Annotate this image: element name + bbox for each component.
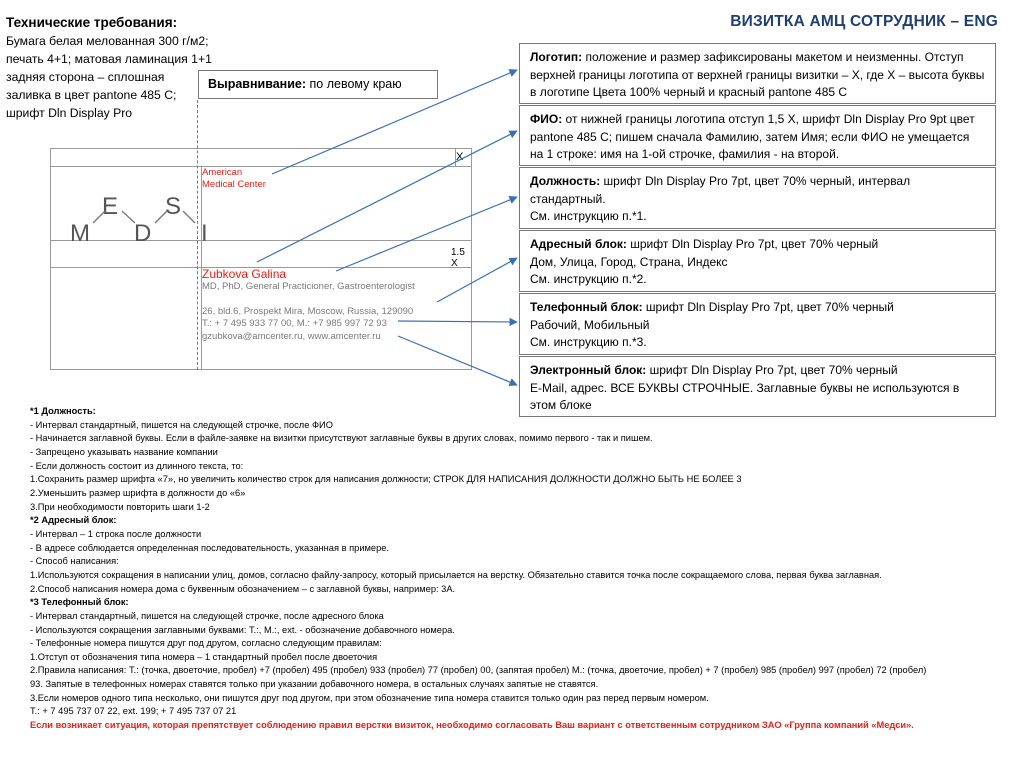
card-phones: T.: + 7 495 933 77 00, M.: +7 985 997 72 93 [202, 318, 387, 329]
alignment-label: Выравнивание: [208, 77, 307, 91]
card-email: gzubkova@amcenter.ru, www.amcenter.ru [202, 331, 381, 342]
note-line: 1.Сохранить размер шрифта «7», но увеличить количество строк для написания должности; СТРОК ДЛЯ НАПИСАНИЯ ДОЛЖНОСТИ ДОЛЖНО БЫТЬ НЕ БОЛЕЕ 3 [30, 474, 742, 485]
note-line: 2.Способ написания номера дома с буквенным обозначением – с заглавной буквы, например: 3А. [30, 583, 456, 594]
spec-label: Логотип: [530, 50, 583, 64]
note-line: 3.При необходимости повторить шаги 1-2 [30, 501, 210, 512]
spec-line2: E-Mail, адрес. ВСЕ БУКВЫ СТРОЧНЫЕ. Заглавные буквы не используются в этом блоке [530, 380, 960, 412]
arrow-phone [398, 321, 517, 322]
x-mark: X [456, 151, 464, 163]
note-line: - Если должность состоит из длинного текста, то: [30, 460, 244, 471]
logo-letter: S [165, 193, 182, 220]
logo-letter: D [134, 220, 152, 247]
spec-extra: См. инструкцию п.*1. [530, 209, 647, 223]
card-name: Zubkova Galina [202, 267, 287, 281]
spec-line2: Рабочий, Мобильный [530, 317, 650, 332]
card-position: MD, PhD, General Practicioner, Gastroenterologist [202, 281, 415, 292]
tech-line: Бумага белая мелованная 300 г/м2; [6, 34, 209, 48]
spec-text: положение и размер зафиксированы макетом и неизменны. Отступ верхней границы логотипа от верхней границы визитки – Х, где Х – высота буквы в логотипе Цвета 100% черный и красный pantone 485 C [530, 50, 985, 99]
note-line: - Способ написания: [30, 556, 119, 567]
arrow-address [437, 258, 517, 302]
spec-label: ФИО: [530, 112, 563, 126]
spec-text: шрифт Dln Display Pro 7pt, цвет 70% черный, интервал стандартный. [530, 174, 911, 206]
note-line: 3.Если номеров одного типа несколько, они пишутся друг под другом, при этом обозначение типа номера ставится только один раз перед первым номером. [30, 692, 709, 703]
spec-text: шрифт Dln Display Pro 7pt, цвет 70% черный [646, 363, 898, 377]
note-line: 2.Уменьшить размер шрифта в должности до «6» [30, 487, 246, 498]
arrow-name [257, 131, 517, 262]
arrow-logo [272, 70, 517, 174]
tech-heading: Технические требования: [6, 15, 178, 30]
note-line: 1.Используются сокращения в написании улиц, домов, согласно файлу-запросу, который присылается на верстку. Обязательно ставится точка после сокращаемого слова, первая буква заглавная. [30, 569, 882, 580]
logo-text-medical-center: Medical Center [202, 179, 266, 190]
spec-label: Должность: [530, 174, 601, 188]
spec-extra: См. инструкцию п.*3. [530, 335, 647, 349]
tech-line: печать 4+1; матовая ламинация 1+1 [6, 52, 212, 66]
logo-text-american: American [202, 167, 243, 178]
logo-letter: I [201, 220, 208, 247]
spec-label: Адресный блок: [530, 237, 627, 251]
spec-label: Телефонный блок: [530, 300, 643, 314]
arrow-email [398, 336, 517, 385]
note-line: *1 Должность: [30, 406, 96, 416]
note-line: - Запрещено указывать название компании [30, 446, 218, 457]
x15-mark: 1.5 X [451, 247, 465, 269]
note-line: 2.Правила написания: Т.: (точка, двоеточие, пробел) +7 (пробел) 495 (пробел) 933 (пробел) 77 (пробел) 00, (запятая пробел) М.: (точка, двоеточие, пробел) + 7 (пробел) 985 (пробел) 997 (пробел) 72 (пробел) [30, 665, 927, 676]
note-line: *3 Телефонный блок: [30, 597, 129, 608]
note-line: - В адресе соблюдается определенная последовательность, указанная в примере. [30, 542, 390, 553]
spec-text: от нижней границы логотипа отступ 1,5 Х, шрифт Dln Display Pro 9pt цвет pantone 485 C; пишем сначала Фамилию, затем Имя; если ФИО не умещается на 1 строке: имя на 1-ой строчке, фамилия - на второй. [530, 112, 975, 161]
note-line: *2 Адресный блок: [30, 515, 117, 526]
note-line: - Телефонные номера пишутся друг под другом, согласно следующим правилам: [30, 638, 382, 649]
logo-letter: E [102, 193, 119, 220]
spec-extra: См. инструкцию п.*2. [530, 272, 647, 286]
tech-line: шрифт Dln Display Pro [6, 106, 133, 120]
spec-text: шрифт Dln Display Pro 7pt, цвет 70% черный [626, 237, 879, 251]
spec-label: Электронный блок: [530, 363, 647, 377]
card-address: 26, bld.6, Prospekt Mira, Moscow, Russia, 129090 [202, 306, 414, 317]
note-line: - Используются сокращения заглавными буквами: Т.:, М.:, ext. - обозначение добавочного номера. [30, 624, 455, 635]
instructions-notes [30, 405, 1020, 733]
note-line: Если возникает ситуация, которая препятствует соблюдению правил верстки визиток, необходимо согласовать Ваш вариант с ответственным сотрудником ЗАО «Группа компаний «Медси». [30, 720, 914, 731]
note-line: - Интервал – 1 строка после должности [30, 528, 202, 539]
note-line: Т.: + 7 495 737 07 22, ext. 199; + 7 495 737 07 21 [30, 706, 237, 717]
spec-line2: Дом, Улица, Город, Страна, Индекс [530, 254, 728, 269]
note-line: - Интервал стандартный, пишется на следующей строчке, после ФИО [30, 419, 333, 430]
alignment-value: по левому краю [306, 77, 402, 91]
logo-letter: M [70, 220, 90, 247]
note-line: - Интервал стандартный, пишется на следующей строчке, после адресного блока [30, 610, 384, 621]
spec-text: шрифт Dln Display Pro 7pt, цвет 70% черный [642, 300, 894, 314]
note-line: 93. Запятые в телефонных номерах ставятся только при указании добавочного номера, в остальных случаях запятые не ставятся. [30, 679, 599, 690]
note-line: - Начинается заглавной буквы. Если в файле-заявке на визитки присутствуют заглавные буквы в других словах, помимо первого - так и пишем. [30, 433, 653, 444]
tech-line: заливка в цвет pantone 485 C; [6, 88, 177, 102]
page-title: ВИЗИТКА АМЦ СОТРУДНИК – ENG [730, 13, 998, 30]
note-line: 1.Отступ от обозначения типа номера – 1 стандартный пробел после двоеточия [30, 651, 378, 662]
tech-line: задняя сторона – сплошная [6, 70, 165, 84]
